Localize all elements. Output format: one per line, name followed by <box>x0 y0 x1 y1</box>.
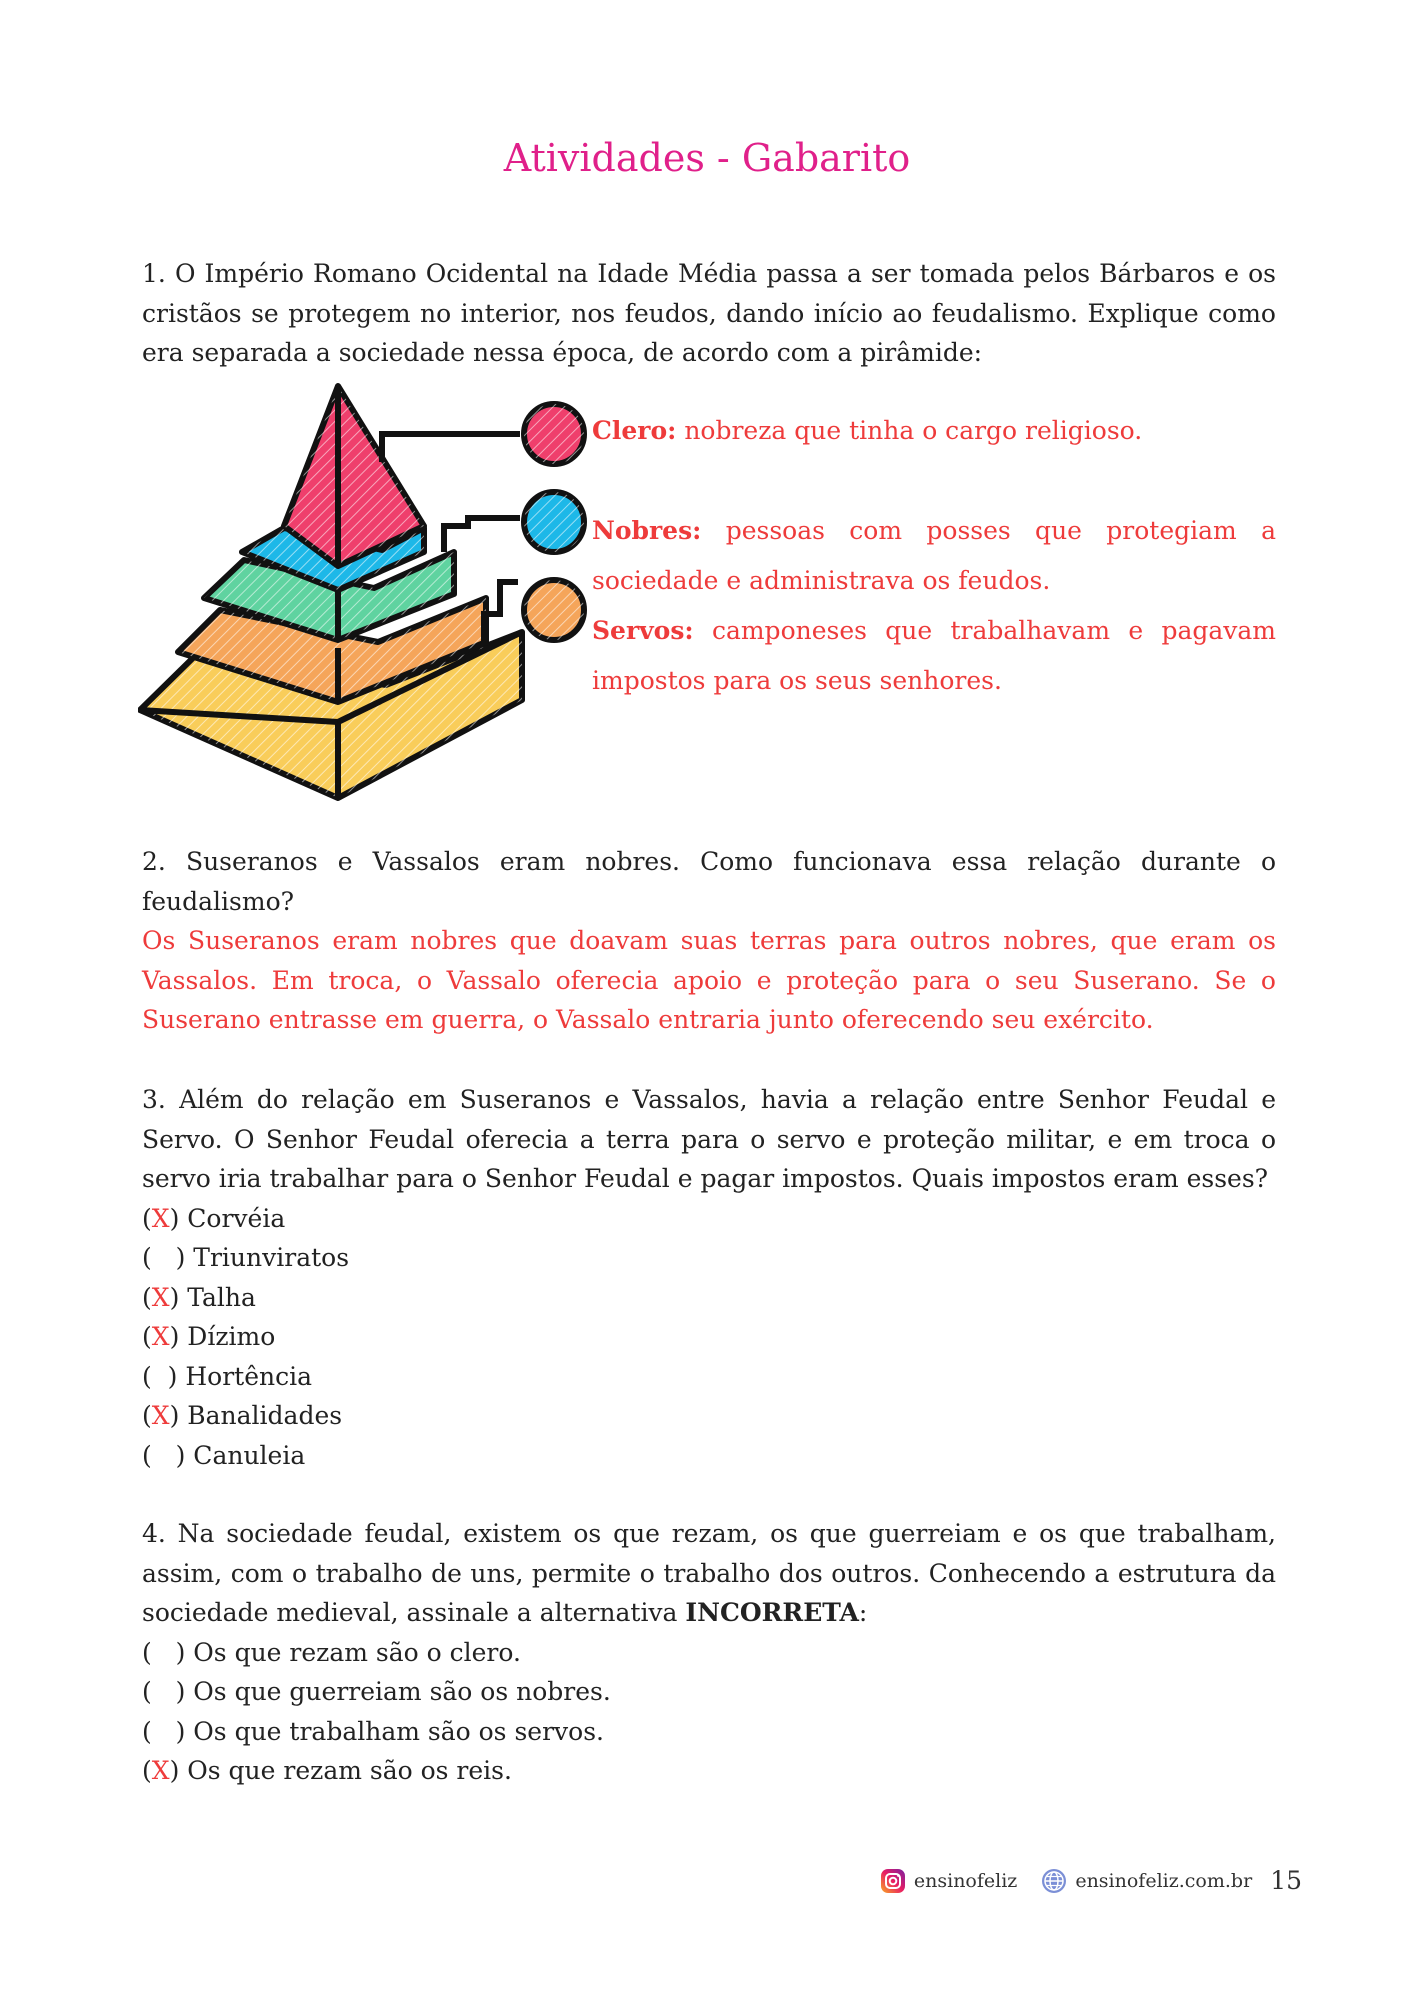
answer-clero <box>592 406 1276 456</box>
option-mark <box>152 1717 176 1746</box>
question-3 <box>142 1080 1276 1475</box>
answer-nobres-text: pessoas com posses que protegiam a sociedade e administrava os feudos. <box>592 516 1276 595</box>
question-2-answer: Os Suseranos eram nobres que doavam suas terras para outros nobres, que eram os Vassalos. Em troca, o Vassalo oferecia apoio e proteção para o seu Suserano. Se o Suserano entrasse em guerra, o Vassalo entraria junto oferecendo seu exército. <box>142 926 1276 1034</box>
option-label: ) Corvéia <box>169 1203 286 1233</box>
option-label: ) Canuleia <box>175 1440 306 1470</box>
answer-clero-text: nobreza que tinha o cargo religioso. <box>676 416 1143 445</box>
option-mark: X <box>151 1756 170 1785</box>
question-1-text: 1. O Império Romano Ocidental na Idade Média passa a ser tomada pelos Bárbaros e os cristãos se protegem no interior, nos feudos, dando início ao feudalismo. Explique como era separada a sociedade nessa época, de acordo com a pirâmide: <box>142 259 1276 367</box>
option-mark: X <box>151 1203 170 1233</box>
question-4-text <box>142 1514 1276 1633</box>
option-triunviratos[interactable]: ( ) Triunviratos <box>142 1243 350 1272</box>
page-title: Atividades - Gabarito <box>503 136 911 180</box>
question-4-emphasis: INCORRETA <box>685 1598 859 1627</box>
connector-nobres <box>444 518 520 552</box>
option-label: ) Os que guerreiam são os nobres. <box>175 1677 611 1706</box>
footer <box>880 1866 1302 1895</box>
question-4 <box>142 1514 1276 1791</box>
option-mark <box>152 1243 176 1272</box>
answer-clero-label: Clero: <box>592 416 677 445</box>
question-1-answers <box>592 406 1276 706</box>
option-label: ) Os que rezam são os reis. <box>169 1756 512 1785</box>
option-mark: X <box>151 1401 170 1430</box>
answer-servos <box>592 606 1276 706</box>
option-label: ) Os que rezam são o clero. <box>175 1637 521 1667</box>
question-3-options <box>142 1199 1276 1476</box>
option-rezam-clero[interactable]: ( ) Os que rezam são o clero. <box>142 1637 521 1667</box>
option-dizimo[interactable]: (X) Dízimo <box>142 1322 276 1351</box>
option-hortencia[interactable]: ( ) Hortência <box>142 1361 313 1391</box>
connector-clero <box>382 434 520 462</box>
option-rezam-reis[interactable]: (X) Os que rezam são os reis. <box>142 1756 512 1785</box>
option-label: ) Talha <box>169 1282 256 1312</box>
page-number: 15 <box>1270 1866 1302 1895</box>
option-trabalham-servos[interactable]: ( ) Os que trabalham são os servos. <box>142 1716 604 1746</box>
question-4-options <box>142 1633 1276 1791</box>
option-label: ) Banalidades <box>169 1401 343 1430</box>
option-mark: X <box>151 1322 170 1351</box>
option-label: ) Os que trabalham são os servos. <box>175 1716 604 1746</box>
globe-icon <box>1041 1868 1067 1894</box>
instagram-icon <box>880 1868 906 1894</box>
question-2 <box>142 842 1276 1040</box>
option-mark <box>152 1362 168 1391</box>
question-3-text: 3. Além do relação em Suseranos e Vassalos, havia a relação entre Senhor Feudal e Servo. O Senhor Feudal oferecia a terra para o servo e proteção militar, e em troca o servo iria trabalhar para o Senhor Feudal e pagar impostos. Quais impostos eram esses? <box>142 1085 1276 1193</box>
answer-servos-label: Servos: <box>592 616 694 645</box>
option-mark <box>152 1677 176 1706</box>
option-banalidades[interactable]: (X) Banalidades <box>142 1401 343 1430</box>
answer-nobres-label: Nobres: <box>592 516 702 545</box>
pyramid-illustration <box>138 380 598 810</box>
option-talha[interactable]: (X) Talha <box>142 1282 256 1312</box>
option-label: ) Hortência <box>167 1361 313 1391</box>
instagram-handle[interactable]: ensinofeliz <box>913 1869 1018 1892</box>
option-mark: X <box>151 1282 170 1312</box>
question-4-text-main: 4. Na sociedade feudal, existem os que rezam, os que guerreiam e os que trabalham, assim, com o trabalho de uns, permite o trabalho dos outros. Conhecendo a estrutura da sociedade medieval, assinale a alternativa <box>142 1519 1276 1627</box>
option-label: ) Triunviratos <box>175 1243 350 1272</box>
option-canuleia[interactable]: ( ) Canuleia <box>142 1440 306 1470</box>
option-label: ) Dízimo <box>169 1322 276 1351</box>
website-link[interactable]: ensinofeliz.com.br <box>1075 1869 1253 1892</box>
question-2-text: 2. Suseranos e Vassalos eram nobres. Como funcionava essa relação durante o feudalismo? <box>142 847 1276 916</box>
option-mark <box>152 1638 176 1667</box>
option-guerreiam-nobres[interactable]: ( ) Os que guerreiam são os nobres. <box>142 1677 611 1706</box>
answer-servos-text: camponeses que trabalhavam e pagavam impostos para os seus senhores. <box>592 616 1276 695</box>
option-mark <box>152 1441 176 1470</box>
question-4-text-end: : <box>858 1598 868 1627</box>
option-corveia[interactable]: (X) Corvéia <box>142 1203 286 1233</box>
answer-nobres <box>592 506 1276 606</box>
